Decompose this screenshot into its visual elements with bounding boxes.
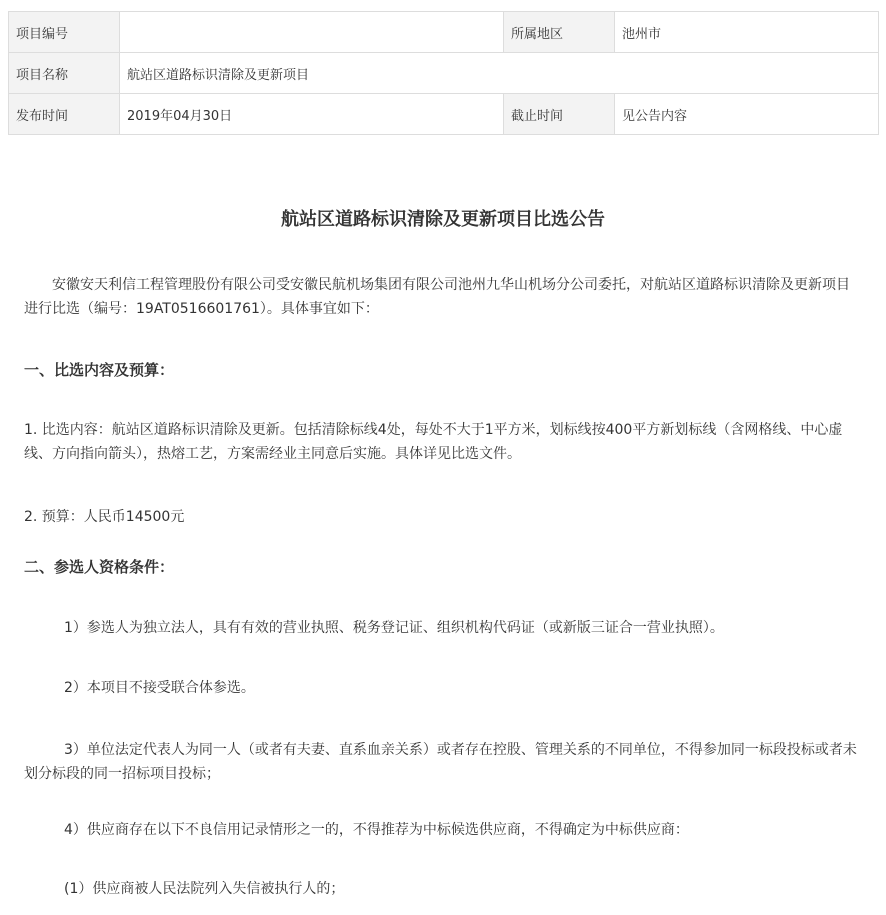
intro-paragraph: 安徽安天利信工程管理股份有限公司受安徽民航机场集团有限公司池州九华山机场分公司委托，对航站区道路标识清除及更新项目进行比选（编号：19AT0516601761）。具体事宜如下：: [24, 277, 850, 317]
project-info-table: [8, 11, 879, 135]
requirement-4: 4）供应商存在以下不良信用记录情形之一的，不得推荐为中标候选供应商，不得确定为中标供应商：: [64, 822, 689, 838]
publish-time-value: 2019年04月30日: [120, 94, 504, 135]
section-heading-budget: 一、比选内容及预算：: [24, 361, 175, 379]
project-no-label: 项目编号: [9, 12, 120, 53]
publish-time-label: 发布时间: [9, 94, 120, 135]
content-item-2: 2. 预算：人民币14500元: [24, 509, 185, 525]
requirement-2: 2）本项目不接受联合体参选。: [64, 680, 255, 696]
requirement-4-1: (1）供应商被人民法院列入失信被执行人的；: [64, 881, 345, 897]
region-value: 池州市: [615, 12, 879, 53]
page-title: 航站区道路标识清除及更新项目比选公告: [281, 209, 605, 230]
requirement-1: 1）参选人为独立法人，具有有效的营业执照、税务登记证、组织机构代码证（或新版三证合一营业执照）。: [64, 620, 724, 636]
table-row: [9, 94, 879, 135]
content-item-1: 1. 比选内容：航站区道路标识清除及更新。包括清除标线4处，每处不大于1平方米，划标线按400平方新划标线（含网格线、中心虚线、方向指向箭头），热熔工艺，方案需经业主同意后实施。具体详见比选文件。: [24, 422, 843, 462]
table-row: [9, 53, 879, 94]
section-heading-qualifications: 二、参选人资格条件：: [24, 558, 175, 576]
deadline-value: 见公告内容: [615, 94, 879, 135]
project-name-label: 项目名称: [9, 53, 120, 94]
region-label: 所属地区: [504, 12, 615, 53]
table-row: [9, 12, 879, 53]
requirement-3: 3）单位法定代表人为同一人（或者有夫妻、直系血亲关系）或者存在控股、管理关系的不同单位，不得参加同一标段投标或者未划分标段的同一招标项目投标；: [24, 742, 857, 782]
project-name-value: 航站区道路标识清除及更新项目: [120, 53, 879, 94]
project-no-value: [120, 12, 504, 53]
deadline-label: 截止时间: [504, 94, 615, 135]
